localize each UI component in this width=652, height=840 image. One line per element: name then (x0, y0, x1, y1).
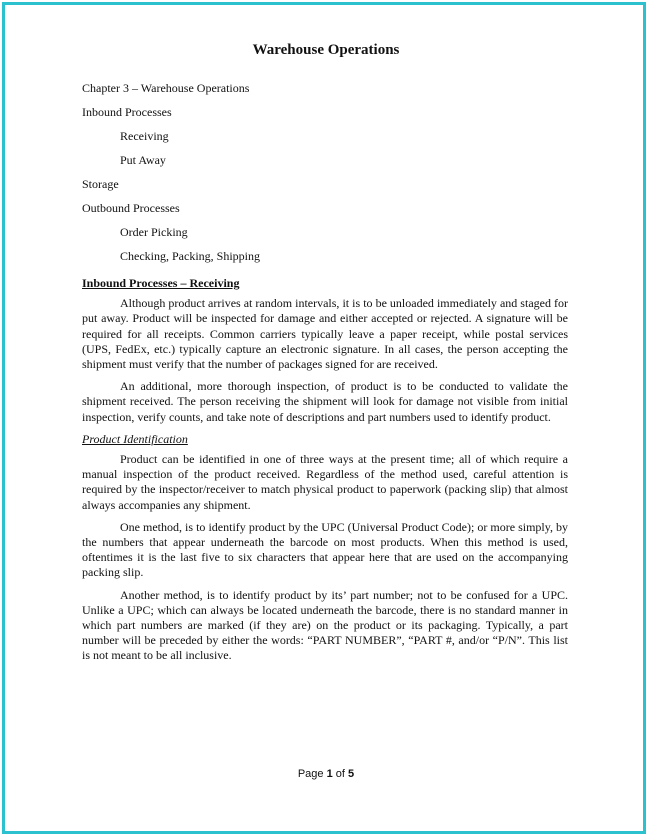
toc-item: Order Picking (120, 225, 188, 239)
body-paragraph: An additional, more thorough inspection, of product is to be conducted to validate the shipment received. The person receiving the shipment will look for damage not visible from initial inspection, verify counts, and take note of descriptions and part numbers used to identify product. (82, 379, 568, 424)
toc-item: Inbound Processes (82, 105, 172, 119)
page-title: Warehouse Operations (252, 42, 400, 58)
body-paragraph: Product can be identified in one of three ways at the present time; all of which require a manual inspection of the product received. Regardless of the method used, careful attention is required by the inspector/receiver to match physical product to paperwork (packing slip) that almost always accompanies any shipment. (82, 452, 568, 512)
body-paragraph: Although product arrives at random intervals, it is to be unloaded immediately and staged for put away. Product will be inspected for damage and either accepted or rejected. A signature will be required for all receipts. Common carriers typically leave a paper receipt, while postal services (UPS, FedEx, etc.) typically capture an electronic signature. In all cases, the person accepting the shipment must verify that the number of packages signed for are received. (82, 296, 568, 372)
current-page-number: 1 (326, 768, 333, 780)
toc-item: Checking, Packing, Shipping (120, 249, 260, 263)
total-pages-number: 5 (348, 768, 355, 780)
toc-item: Put Away (120, 153, 166, 167)
subsection-heading: Product Identification (82, 431, 188, 446)
toc-item: Storage (82, 177, 119, 191)
body-paragraph: One method, is to identify product by the UPC (Universal Product Code); or more simply, by the numbers that appear underneath the barcode on most products. When this method is used, oftentimes it is the last five to six characters that appear here that are used on the accompanying packing slip. (82, 519, 568, 580)
page-word: Page (297, 768, 324, 780)
page-footer (0, 768, 652, 780)
document-body (82, 80, 568, 671)
section-heading: Inbound Processes – Receiving (82, 276, 240, 290)
table-of-contents (82, 80, 568, 272)
body-paragraph: Another method, is to identify product by its’ part number; not to be confused for a UPC. Unlike a UPC; which can always be located underneath the barcode, there is no standard manner in which part numbers are marked (if they are) on the product or its packaging. Typically, a part number will be preceded by either the words: “PART NUMBER”, “PART #, and/or “P/N”. This list is not meant to be all inclusive. (82, 587, 568, 663)
toc-item: Chapter 3 – Warehouse Operations (82, 81, 250, 95)
toc-item: Outbound Processes (82, 201, 180, 215)
toc-item: Receiving (120, 129, 169, 143)
of-word: of (335, 768, 345, 780)
